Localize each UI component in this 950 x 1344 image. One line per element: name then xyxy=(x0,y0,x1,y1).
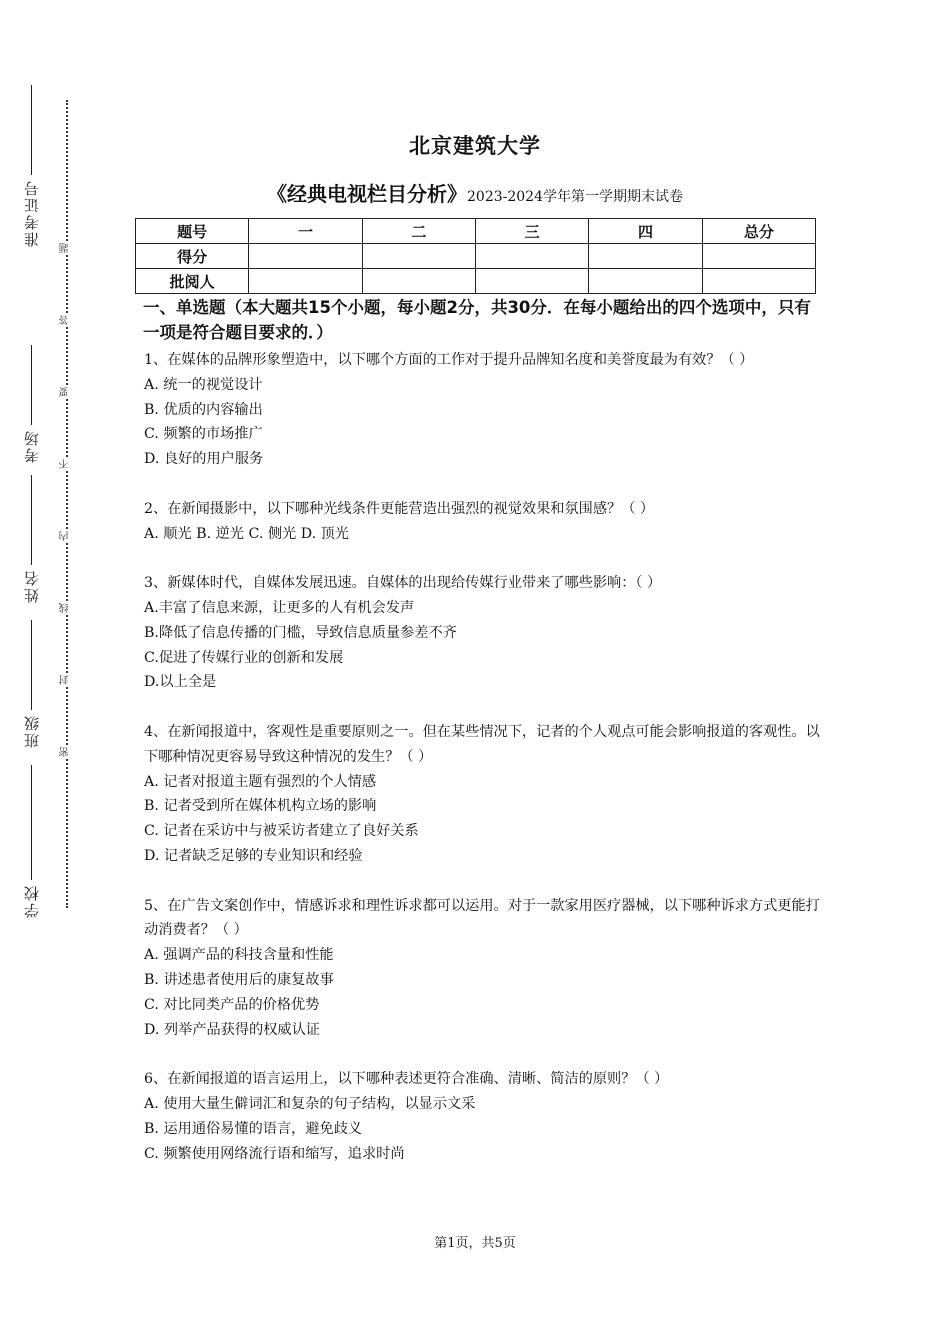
score-table xyxy=(135,218,816,294)
field-school xyxy=(14,765,48,922)
score-table-header-cell: 总分 xyxy=(702,219,815,244)
question-3 xyxy=(144,571,822,695)
grader-cell[interactable] xyxy=(589,269,702,294)
score-table-header-cell: 二 xyxy=(362,219,475,244)
seal-char: 线 xyxy=(59,603,75,613)
section-heading: 一、单选题（本大题共15个小题，每小题2分，共30分．在每小题给出的四个选项中，只有一项是符合题目要求的．） xyxy=(143,298,811,342)
question-4 xyxy=(144,720,822,869)
option: B.降低了信息传播的门槛，导致信息质量参差不齐 xyxy=(144,624,457,641)
option: C. 频繁使用网络流行语和缩写，追求时尚 xyxy=(144,1145,405,1162)
question-stem: 6、在新闻报道的语言运用上，以下哪种表述更符合准确、清晰、简洁的原则？（ ） xyxy=(144,1071,669,1088)
seal-char: 密 xyxy=(59,747,75,757)
grader-cell[interactable] xyxy=(702,269,815,294)
seal-char: 不 xyxy=(59,459,75,469)
question-area xyxy=(144,295,822,1191)
score-row-label: 得分 xyxy=(136,244,249,269)
score-cell[interactable] xyxy=(589,244,702,269)
option: B. 优质的内容输出 xyxy=(144,401,263,418)
question-2 xyxy=(144,497,822,547)
option: D. 列举产品获得的权威认证 xyxy=(144,1021,320,1038)
score-cell[interactable] xyxy=(702,244,815,269)
field-label: 姓名 xyxy=(22,569,41,603)
field-label: 考场 xyxy=(22,429,41,463)
option: C. 对比同类产品的价格优势 xyxy=(144,996,320,1013)
field-class xyxy=(14,620,48,752)
field-label: 准考证号 xyxy=(22,179,41,247)
score-cell[interactable] xyxy=(249,244,362,269)
option: B. 讲述患者使用后的康复故事 xyxy=(144,971,334,988)
score-cell[interactable] xyxy=(362,244,475,269)
exam-term: 2023-2024学年第一学期期末试卷 xyxy=(467,189,683,205)
option: B. 运用通俗易懂的语言，避免歧义 xyxy=(144,1120,363,1137)
grader-cell[interactable] xyxy=(475,269,588,294)
seal-char: 要 xyxy=(59,387,75,397)
question-stem: 3、新媒体时代，自媒体发展迅速。自媒体的出现给传媒行业带来了哪些影响：（ ） xyxy=(144,575,662,592)
question-5 xyxy=(144,894,822,1043)
course-title: 《经典电视栏目分析》 xyxy=(267,182,467,206)
score-table-header-cell: 一 xyxy=(249,219,362,244)
option: C. 频繁的市场推广 xyxy=(144,426,263,443)
seal-char: 封 xyxy=(59,675,75,685)
score-table-header-row xyxy=(136,219,816,244)
page-footer: 第1页，共5页 xyxy=(434,1236,516,1251)
grader-row-label: 批阅人 xyxy=(136,269,249,294)
option: A.丰富了信息来源，让更多的人有机会发声 xyxy=(144,599,415,616)
question-1 xyxy=(144,348,822,472)
option: D.以上全是 xyxy=(144,674,217,691)
option: A. 记者对报道主题有强烈的个人情感 xyxy=(144,773,377,790)
score-cell[interactable] xyxy=(475,244,588,269)
field-exam-id xyxy=(14,85,48,251)
option: C. 记者在采访中与被采访者建立了良好关系 xyxy=(144,823,419,840)
question-6 xyxy=(144,1067,822,1166)
option: A. 使用大量生僻词汇和复杂的句子结构，以显示文采 xyxy=(144,1095,476,1112)
seal-char: 题 xyxy=(59,243,75,253)
field-exam-room xyxy=(14,345,48,467)
question-stem: 4、在新闻报道中，客观性是重要原则之一。但在某些情况下，记者的个人观点可能会影响报道的客观性。以下哪种情况更容易导致这种情况的发生？（ ） xyxy=(144,723,820,765)
option: A. 统一的视觉设计 xyxy=(144,376,263,393)
grader-row xyxy=(136,269,816,294)
option: C.促进了传媒行业的创新和发展 xyxy=(144,649,344,666)
field-label: 班级 xyxy=(22,714,41,748)
option: D. 良好的用户服务 xyxy=(144,451,264,468)
option: A. 顺光 B. 逆光 C. 侧光 D. 顶光 xyxy=(144,525,349,542)
option: D. 记者缺乏足够的专业知识和经验 xyxy=(144,847,363,864)
score-table-header-cell: 三 xyxy=(475,219,588,244)
question-stem: 5、在广告文案创作中，情感诉求和理性诉求都可以运用。对于一款家用医疗器械，以下哪种诉求方式更能打动消费者？（ ） xyxy=(144,897,820,939)
question-stem: 2、在新闻摄影中，以下哪种光线条件更能营造出强烈的视觉效果和氛围感？（ ） xyxy=(144,500,655,517)
exam-title xyxy=(0,178,950,207)
option: A. 强调产品的科技含量和性能 xyxy=(144,947,334,964)
score-table-header-cell: 题号 xyxy=(136,219,249,244)
score-row xyxy=(136,244,816,269)
seal-dotted-line xyxy=(66,100,68,908)
grader-cell[interactable] xyxy=(362,269,475,294)
seal-char: 答 xyxy=(59,315,75,325)
field-name xyxy=(14,475,48,607)
option: B. 记者受到所在媒体机构立场的影响 xyxy=(144,798,377,815)
question-stem: 1、在媒体的品牌形象塑造中，以下哪个方面的工作对于提升品牌知名度和美誉度最为有效？（ ） xyxy=(144,352,754,368)
score-table-header-cell: 四 xyxy=(589,219,702,244)
field-label: 学校 xyxy=(22,884,41,918)
school-name: 北京建筑大学 xyxy=(409,134,541,158)
seal-char: 内 xyxy=(59,531,75,541)
grader-cell[interactable] xyxy=(249,269,362,294)
